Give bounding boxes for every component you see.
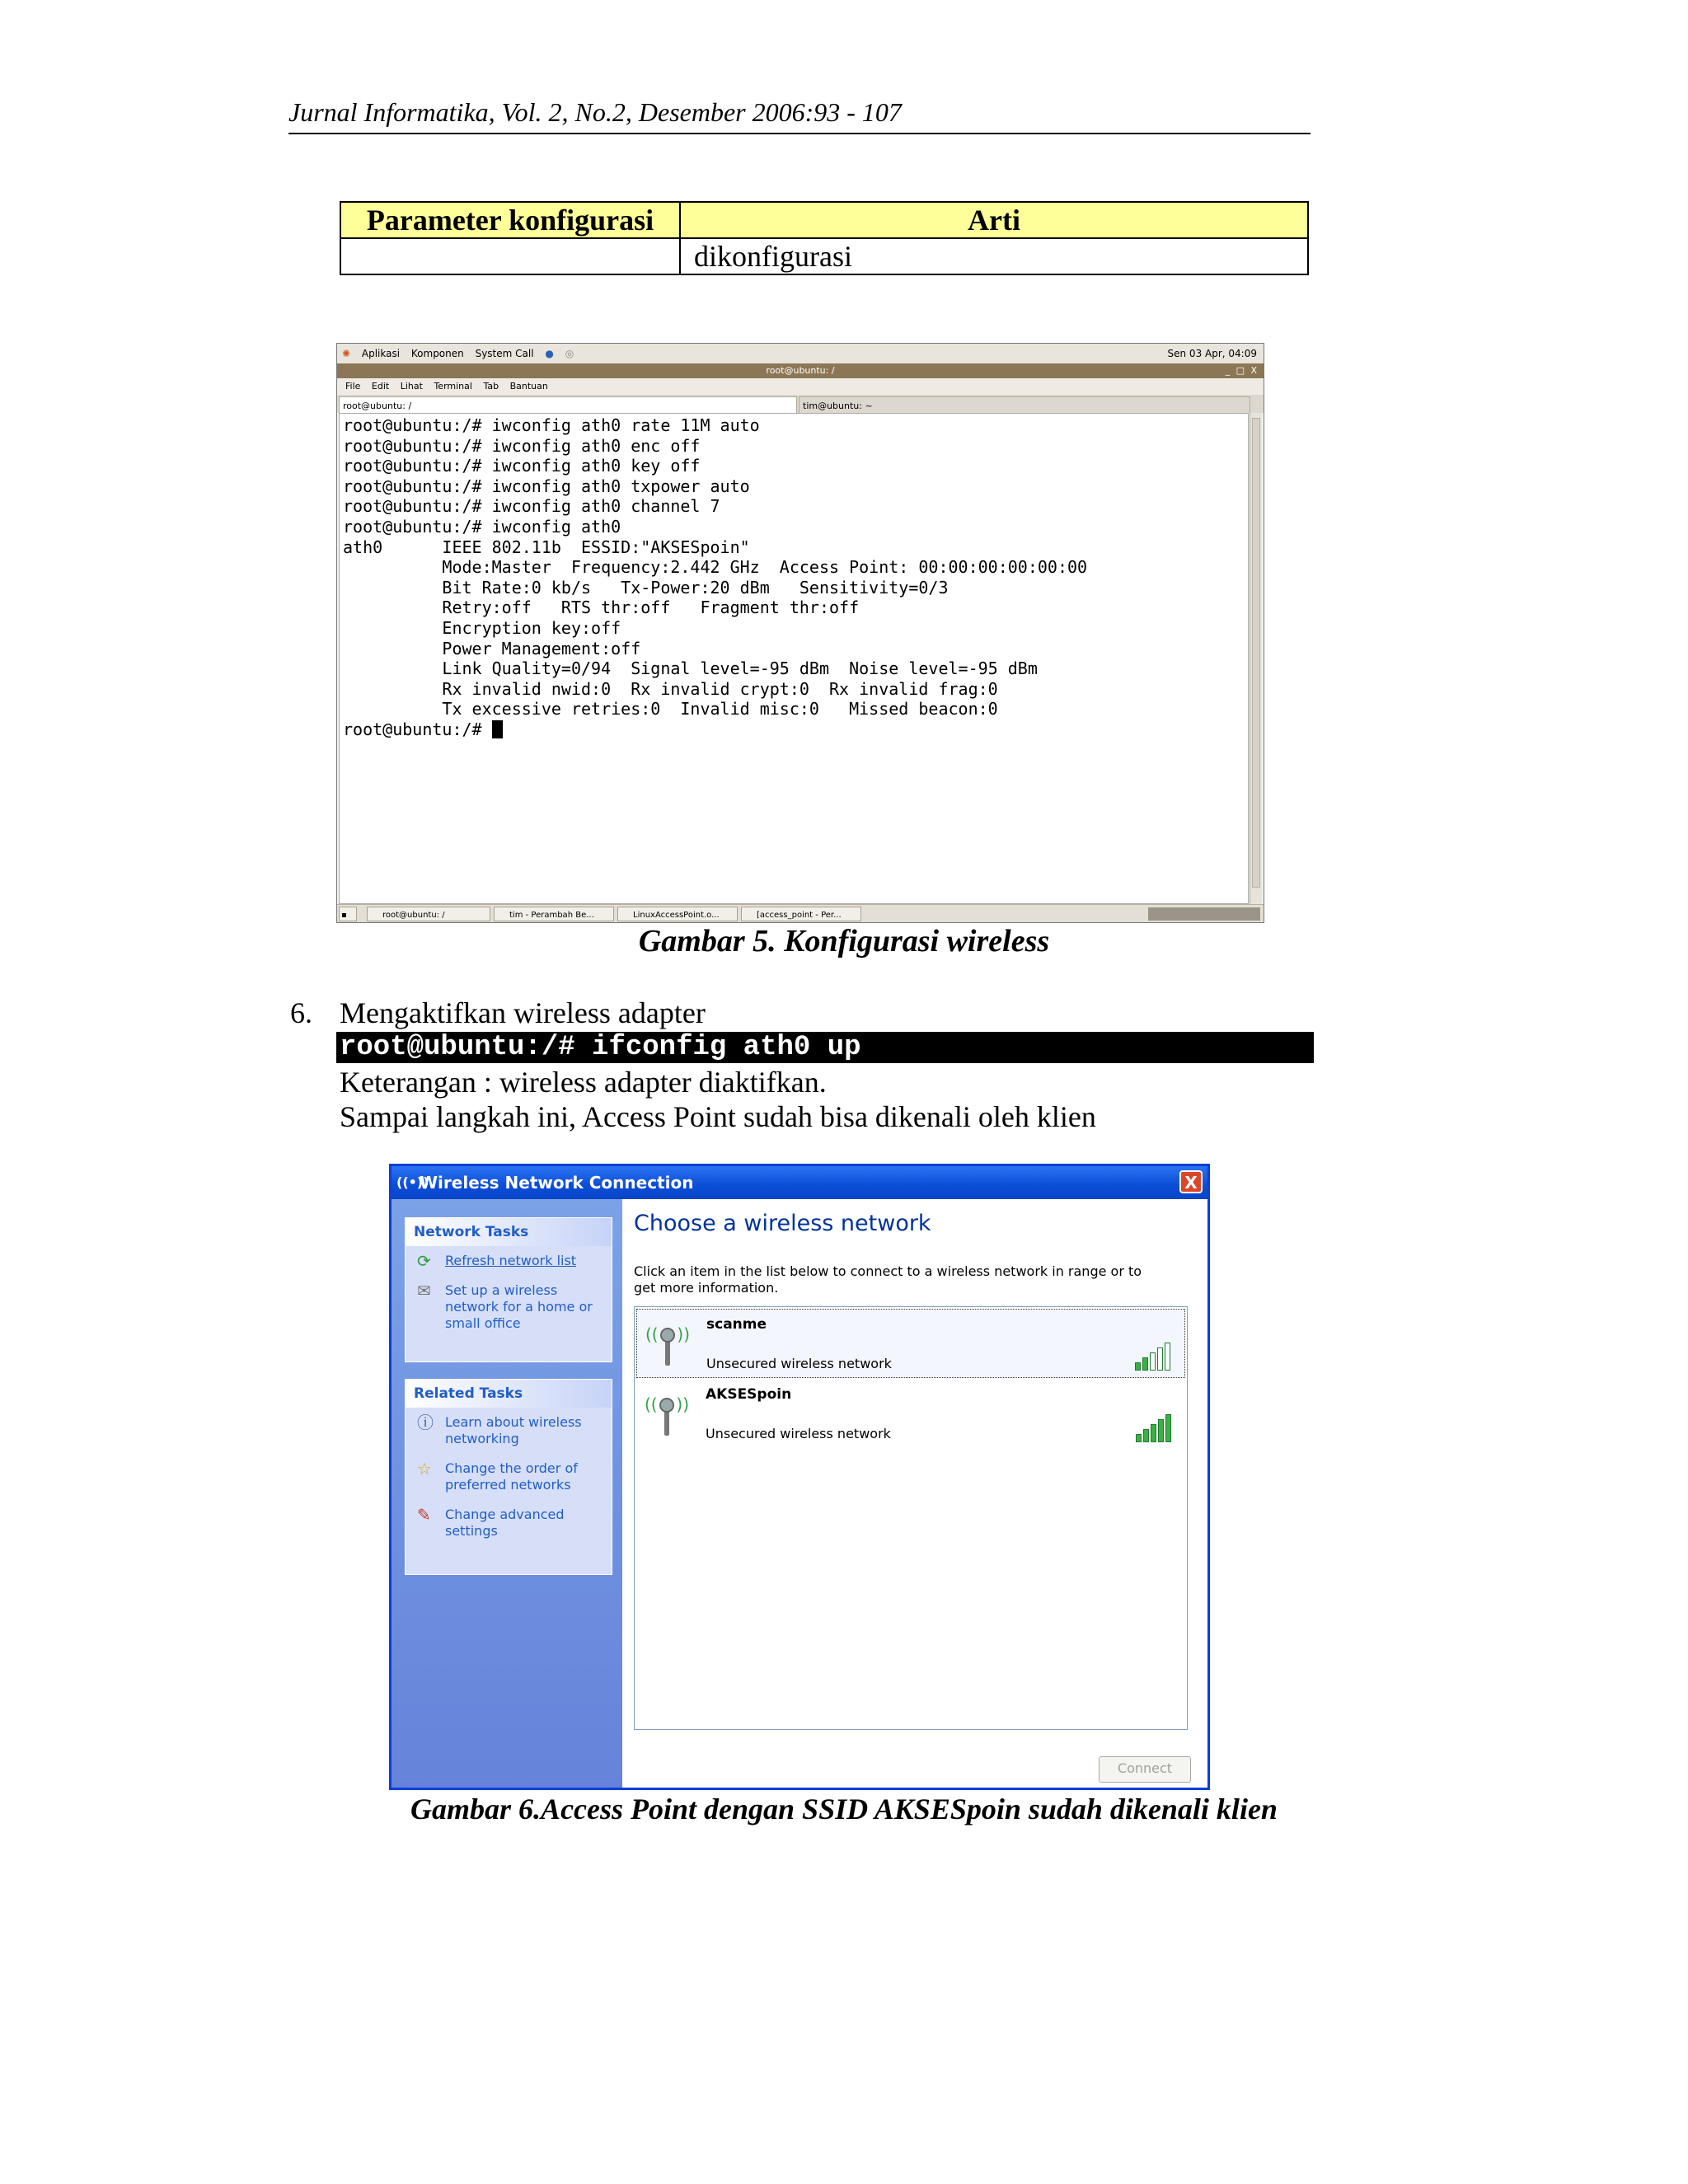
network-tasks-heading: Network Tasks <box>406 1218 612 1246</box>
show-desktop-icon[interactable]: ▪ <box>339 907 357 921</box>
task-label: Change the order of preferred networks <box>445 1460 578 1493</box>
menu-terminal[interactable]: Terminal <box>434 381 472 391</box>
menu-edit[interactable]: Edit <box>371 381 390 391</box>
signal-bar <box>1165 1343 1170 1371</box>
terminal-line: root@ubuntu:/# iwconfig ath0 enc off <box>343 435 701 456</box>
taskbar-item[interactable]: LinuxAccessPoint.o... <box>617 907 738 921</box>
parameter-table <box>340 201 1309 275</box>
help-icon[interactable]: ◎ <box>565 348 574 359</box>
network-security: Unsecured wireless network <box>706 1356 892 1371</box>
table-row <box>340 238 1308 274</box>
refresh-icon: ⟳ <box>417 1251 431 1271</box>
info-icon: ⓘ <box>417 1413 434 1432</box>
taskbar-item[interactable]: tim - Perambah Be... <box>494 907 614 921</box>
menu-bantuan[interactable]: Bantuan <box>509 381 548 391</box>
connect-button[interactable]: Connect <box>1099 1756 1191 1783</box>
wireless-network-dialog <box>389 1164 1210 1790</box>
setup-wireless-network-link[interactable] <box>406 1276 612 1338</box>
signal-bar <box>1151 1424 1156 1442</box>
signal-bar <box>1142 1357 1148 1371</box>
panel-clock[interactable]: Sen 03 Apr, 04:09 <box>1167 348 1257 359</box>
network-item[interactable] <box>636 1309 1185 1378</box>
taskbar-item[interactable]: [access_point - Per... <box>741 907 861 921</box>
step-followup: Sampai langkah ini, Access Point sudah bisa dikenali oleh klien <box>340 1100 1096 1133</box>
figure-caption: Gambar 6.Access Point dengan SSID AKSESpoin sudah dikenali klien <box>410 1793 1278 1825</box>
terminal-prompt: root@ubuntu:/# <box>343 719 492 739</box>
table-header-row <box>340 202 1308 238</box>
menu-file[interactable]: File <box>345 381 361 391</box>
command-line: root@ubuntu:/# ifconfig ath0 up <box>336 1032 1314 1063</box>
network-security: Unsecured wireless network <box>706 1426 891 1441</box>
table-header-cell: Arti <box>680 202 1308 238</box>
terminal-line: root@ubuntu:/# iwconfig ath0 <box>343 516 621 537</box>
terminal-prompt-line <box>343 719 1245 740</box>
terminal-line: Link Quality=0/94 Signal level=-95 dBm Noise level=-95 dBm <box>343 658 1038 679</box>
signal-bar <box>1158 1419 1164 1442</box>
learn-wireless-link[interactable] <box>406 1408 612 1454</box>
terminal-line: root@ubuntu:/# iwconfig ath0 key off <box>343 456 701 476</box>
ubuntu-logo-icon: ✺ <box>342 348 351 359</box>
signal-bar <box>1143 1429 1149 1442</box>
dialog-instructions: Click an item in the list below to connect to a wireless network in range or to get more information. <box>634 1263 1142 1296</box>
table-cell <box>340 238 680 274</box>
task-label: Refresh network list <box>445 1253 577 1268</box>
dialog-title: Wireless Network Connection <box>420 1173 694 1193</box>
signal-bar <box>1135 1362 1141 1371</box>
setup-network-icon: ✉ <box>417 1281 431 1301</box>
settings-icon: ✎ <box>417 1505 431 1525</box>
terminal-cursor <box>492 720 503 738</box>
antenna-icon: (( )) <box>645 1388 689 1437</box>
step-note: Keterangan : wireless adapter diaktifkan. <box>340 1066 827 1099</box>
change-order-link[interactable] <box>406 1454 612 1500</box>
panel-menu-system[interactable]: System Call <box>475 348 534 359</box>
terminal-window-title <box>337 363 1264 378</box>
taskbar-item[interactable]: root@ubuntu: / <box>367 907 490 921</box>
ubuntu-terminal-screenshot <box>336 343 1264 923</box>
advanced-settings-link[interactable] <box>406 1500 612 1546</box>
menu-tab[interactable]: Tab <box>483 381 499 391</box>
terminal-menubar <box>337 378 1264 395</box>
signal-bar <box>1165 1414 1171 1442</box>
star-icon: ☆ <box>417 1459 432 1479</box>
table-cell: dikonfigurasi <box>680 238 1308 274</box>
table-header-cell: Parameter konfigurasi <box>340 202 680 238</box>
dialog-titlebar <box>392 1166 1207 1199</box>
menu-lihat[interactable]: Lihat <box>400 381 423 391</box>
task-label: Learn about wireless networking <box>445 1414 582 1446</box>
related-tasks-heading: Related Tasks <box>406 1380 612 1408</box>
wireless-icon: ((•)) <box>396 1174 429 1190</box>
task-sidebar <box>392 1199 622 1788</box>
signal-strength-icon <box>1136 1414 1177 1442</box>
refresh-network-list-link[interactable] <box>406 1246 612 1276</box>
step-number: 6. <box>290 996 312 1029</box>
close-button[interactable]: X <box>1179 1170 1203 1193</box>
signal-strength-icon <box>1135 1343 1176 1371</box>
scrollbar-thumb[interactable] <box>1252 418 1260 888</box>
terminal-line: Mode:Master Frequency:2.442 GHz Access Point: 00:00:00:00:00:00 <box>343 557 1088 578</box>
terminal-line: Retry:off RTS thr:off Fragment thr:off <box>343 598 860 618</box>
terminal-line: root@ubuntu:/# iwconfig ath0 txpower auto <box>343 476 750 496</box>
task-label: Set up a wireless network for a home or small office <box>445 1282 593 1331</box>
panel-menu-komponen[interactable]: Komponen <box>410 348 464 359</box>
ubuntu-taskbar <box>337 904 1264 923</box>
terminal-output[interactable] <box>339 413 1249 904</box>
tab-tim[interactable]: tim@ubuntu: ~ <box>799 396 1250 413</box>
terminal-line: Power Management:off <box>343 638 641 658</box>
network-name: scanme <box>706 1316 767 1333</box>
network-name: AKSESpoin <box>706 1386 792 1403</box>
terminal-line: Rx invalid nwid:0 Rx invalid crypt:0 Rx invalid frag:0 <box>343 678 998 699</box>
signal-bar <box>1157 1347 1163 1371</box>
ubuntu-top-panel <box>337 344 1264 364</box>
related-tasks-panel <box>405 1379 612 1575</box>
network-list <box>634 1306 1188 1730</box>
running-header: Jurnal Informatika, Vol. 2, No.2, Desember 2006:93 - 107 <box>288 97 1311 134</box>
dialog-main <box>622 1199 1207 1788</box>
terminal-line: Encryption key:off <box>343 617 621 638</box>
task-label: Change advanced settings <box>445 1507 565 1539</box>
terminal-scrollbar[interactable] <box>1250 413 1262 904</box>
terminal-line: Tx excessive retries:0 Invalid misc:0 Missed beacon:0 <box>343 699 998 719</box>
terminal-tabs <box>337 395 1264 413</box>
dialog-heading: Choose a wireless network <box>634 1211 931 1236</box>
signal-bar <box>1136 1434 1142 1442</box>
terminal-line: ath0 IEEE 802.11b ESSID:"AKSESpoin" <box>343 537 750 557</box>
network-item[interactable] <box>636 1380 1185 1449</box>
panel-menu-aplikasi[interactable]: Aplikasi <box>361 348 401 359</box>
terminal-line: root@ubuntu:/# iwconfig ath0 rate 11M auto <box>343 415 760 435</box>
terminal-line: Bit Rate:0 kb/s Tx-Power:20 dBm Sensitivity=0/3 <box>343 577 949 598</box>
workspace-switcher[interactable] <box>1148 907 1260 921</box>
tab-root[interactable]: root@ubuntu: / <box>339 396 797 413</box>
antenna-icon: (( )) <box>645 1318 690 1367</box>
window-title-text: root@ubuntu: / <box>766 365 835 376</box>
step-title: Mengaktifkan wireless adapter <box>340 996 706 1029</box>
signal-bar <box>1150 1352 1156 1371</box>
window-controls[interactable]: _ □ X <box>1225 365 1259 376</box>
terminal-line: root@ubuntu:/# iwconfig ath0 channel 7 <box>343 496 720 517</box>
globe-icon[interactable]: ● <box>545 348 554 359</box>
network-tasks-panel <box>405 1217 612 1362</box>
figure-caption: Gambar 5. Konfigurasi wireless <box>638 924 1050 958</box>
